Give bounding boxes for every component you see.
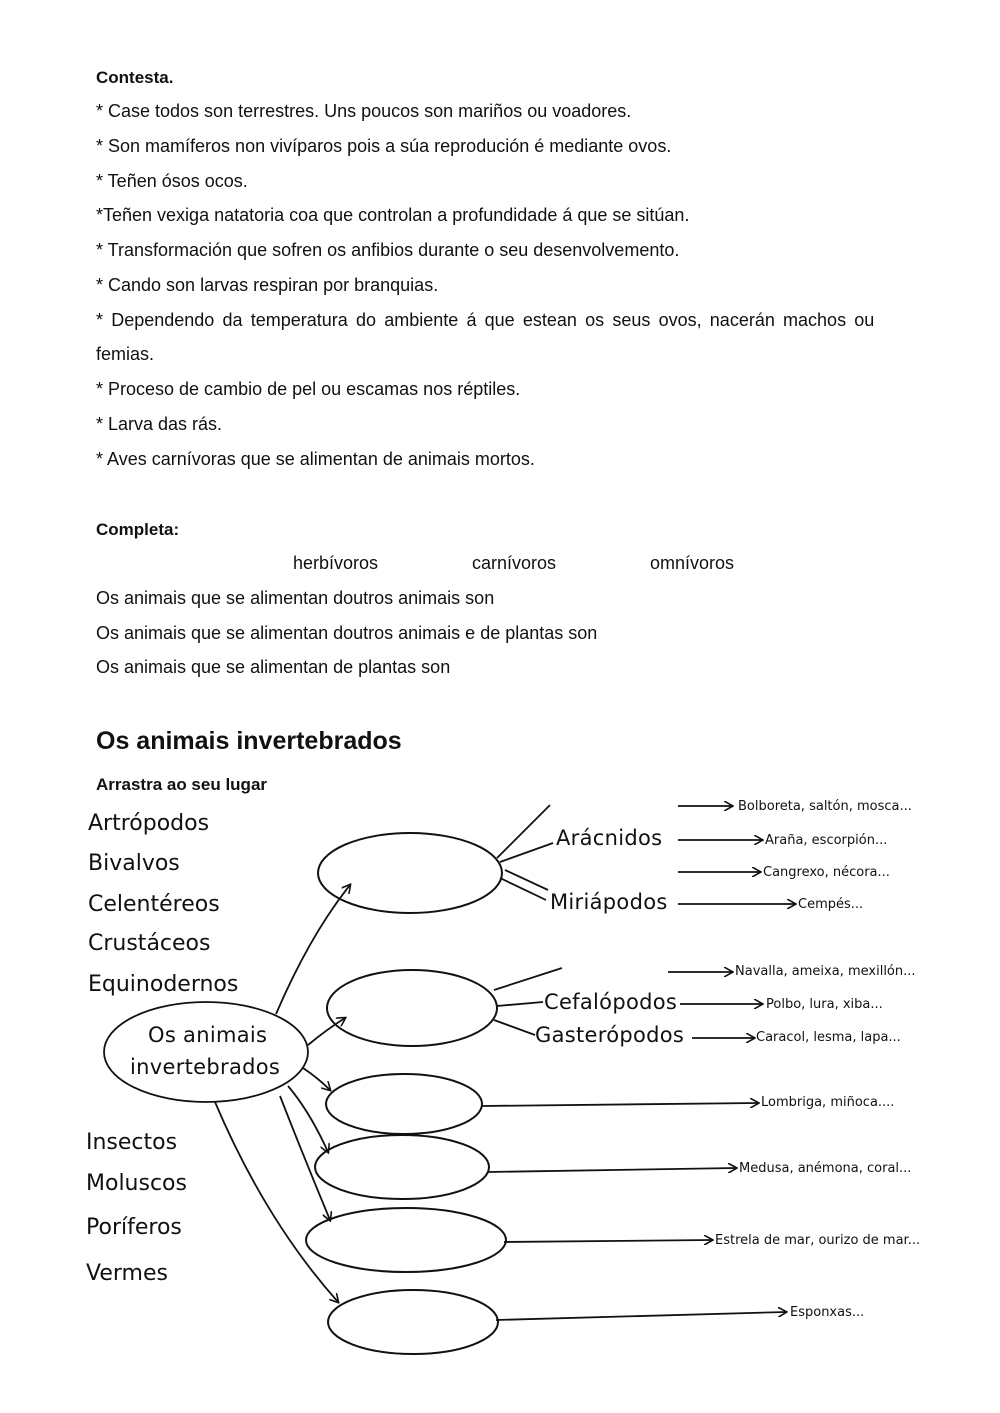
subgroup-miriapodos: Miriápodos — [550, 890, 668, 914]
contesta-line-3: * Teñen ósos ocos. — [96, 171, 248, 191]
drag-word-celentereos[interactable]: Celentéreos — [88, 892, 220, 917]
example-1: Bolboreta, saltón, mosca... — [738, 799, 912, 814]
center-label-line-1: Os animais — [148, 1023, 268, 1047]
example-6: Polbo, lura, xiba... — [766, 997, 883, 1012]
contesta-line-11: * Aves carnívoras que se alimentan de animais mortos. — [96, 449, 535, 469]
invertebrados-title: Os animais invertebrados — [96, 727, 402, 755]
option-omnivoros[interactable]: omnívoros — [650, 553, 735, 573]
center-ellipse — [104, 1002, 308, 1102]
drop-zone-1[interactable] — [318, 833, 502, 913]
completa-sentence-3: Os animais que se alimentan de plantas son — [96, 657, 451, 677]
example-5: Navalla, ameixa, mexillón... — [735, 964, 916, 979]
example-2: Araña, escorpión... — [765, 833, 888, 848]
contesta-title: Contesta. — [96, 68, 174, 87]
drag-word-bivalvos[interactable]: Bivalvos — [88, 851, 180, 876]
subgroup-gasteropodos: Gasterópodos — [535, 1023, 685, 1047]
subgroup-cefalopodos: Cefalópodos — [544, 990, 678, 1014]
subgroup-aracnidos: Arácnidos — [556, 826, 663, 850]
drop-zone-2[interactable] — [327, 970, 497, 1046]
contesta-line-2: * Son mamíferos non vivíparos pois a súa reprodución é mediante ovos. — [96, 136, 672, 156]
option-carnivoros[interactable]: carnívoros — [472, 553, 557, 573]
example-7: Caracol, lesma, lapa... — [756, 1030, 901, 1045]
contesta-line-5: * Transformación que sofren os anfibios durante o seu desenvolvemento. — [96, 240, 680, 260]
drag-word-insectos[interactable]: Insectos — [86, 1130, 178, 1155]
example-8: Lombriga, miñoca.... — [761, 1095, 895, 1110]
drop-zone-4[interactable] — [315, 1135, 489, 1199]
drag-instruction: Arrastra ao seu lugar — [96, 775, 268, 794]
contesta-line-8: femias. — [96, 344, 155, 364]
contesta-line-10: * Larva das rás. — [96, 414, 223, 434]
center-label-line-2: invertebrados — [130, 1055, 281, 1079]
drop-zone-3[interactable] — [326, 1074, 482, 1134]
completa-sentence-2: Os animais que se alimentan doutros animais e de plantas son — [96, 623, 598, 643]
example-9: Medusa, anémona, coral... — [739, 1161, 912, 1176]
contesta-line-6: * Cando son larvas respiran por branquias. — [96, 275, 439, 295]
drop-zone-5[interactable] — [306, 1208, 506, 1272]
example-11: Esponxas... — [790, 1305, 865, 1320]
completa-title: Completa: — [96, 520, 180, 539]
drag-word-vermes[interactable]: Vermes — [86, 1261, 168, 1286]
completa-sentence-1: Os animais que se alimentan doutros animais son — [96, 588, 495, 608]
drag-word-moluscos[interactable]: Moluscos — [86, 1171, 187, 1196]
drag-word-artropodos[interactable]: Artrópodos — [88, 811, 210, 836]
contesta-line-9: * Proceso de cambio de pel ou escamas nos réptiles. — [96, 379, 521, 399]
option-herbivoros[interactable]: herbívoros — [293, 553, 379, 573]
drop-zone-6[interactable] — [328, 1290, 498, 1354]
contesta-line-1: * Case todos son terrestres. Uns poucos son mariños ou voadores. — [96, 101, 632, 121]
drag-word-crustaceos[interactable]: Crustáceos — [88, 931, 211, 956]
drag-word-equinodernos[interactable]: Equinodernos — [88, 972, 239, 997]
example-3: Cangrexo, nécora... — [763, 865, 890, 880]
contesta-line-7: * Dependendo da temperatura do ambiente á que estean os seus ovos, nacerán machos ou — [96, 310, 875, 330]
example-10: Estrela de mar, ourizo de mar... — [715, 1233, 921, 1248]
contesta-line-4: *Teñen vexiga natatoria coa que controlan a profundidade á que se sitúan. — [96, 205, 690, 225]
example-4: Cempés... — [798, 897, 864, 912]
drag-word-poriferos[interactable]: Poríferos — [86, 1215, 182, 1240]
